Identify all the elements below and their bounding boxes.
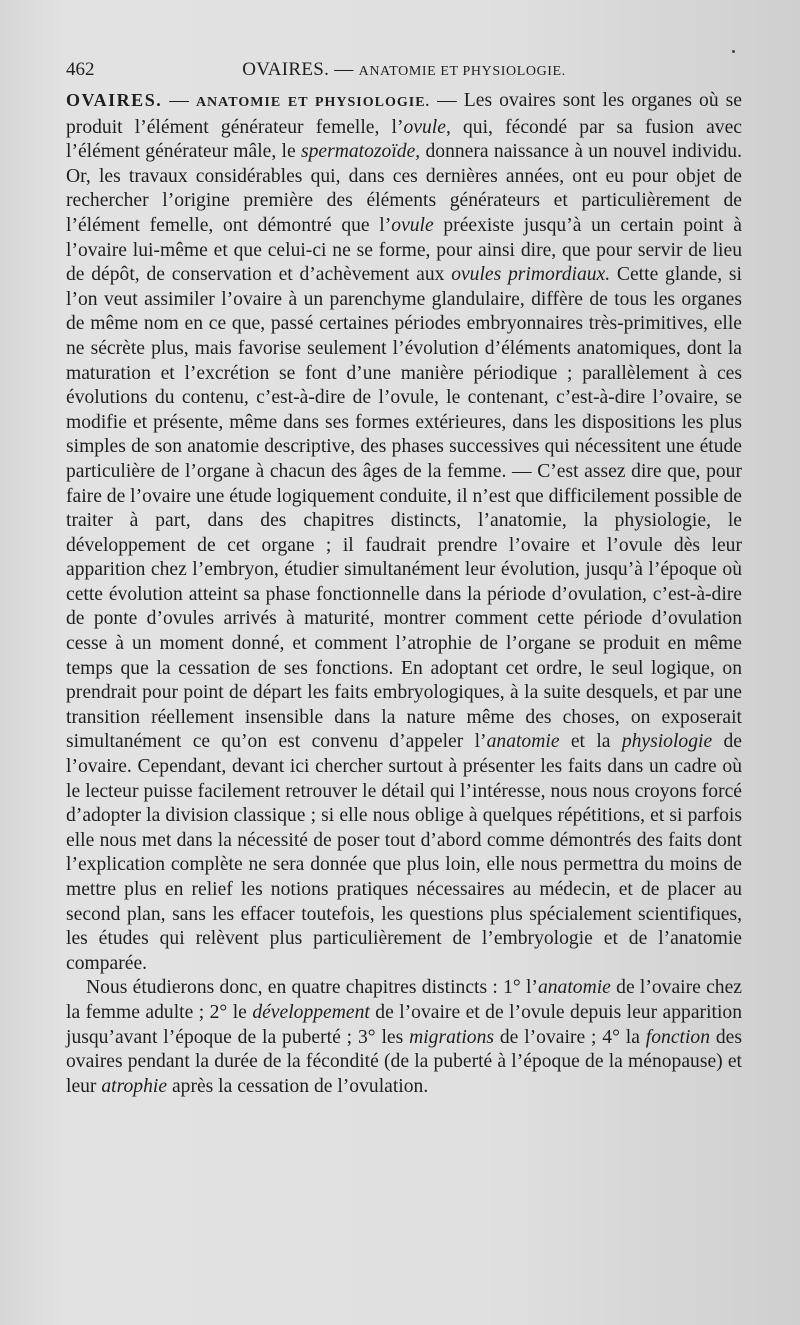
paragraph-1: [66, 88, 742, 976]
italic-term: migrations: [409, 1026, 494, 1048]
ink-speck: [732, 50, 735, 53]
text-run: de l’ovaire et de l’ovule depuis leur apparition jusqu’avant l’époque de la puberté ; 3° les: [66, 1001, 742, 1048]
italic-term: physiologie: [621, 731, 713, 753]
text-run: et la: [559, 731, 622, 753]
text-run: donnera naissance à un nouvel individu. Or, les travaux considérables qui, dans ces dernières années, ont eu pour objet de rechercher l’origine première des éléments générateurs et particulièrement de l’élément femelle, ont démontré que l’: [66, 141, 742, 236]
italic-term: fonction: [645, 1026, 711, 1048]
italic-term: développement: [252, 1001, 370, 1023]
italic-term: ovule: [391, 214, 434, 236]
paragraph-2: [66, 976, 742, 1099]
italic-term: anatomie: [486, 731, 560, 753]
text-run: des ovaires pendant la durée de la fécondité (de la puberté à l’époque de la ménopause) et leur: [66, 1026, 742, 1097]
text-run: — Les ovaires sont les organes où se produit l’élément générateur femelle, l’: [66, 90, 743, 138]
article-body: [66, 88, 742, 1099]
italic-term: spermatozoïde,: [300, 141, 421, 163]
article-heading-sub: ANATOMIE ET PHYSIOLOGIE.: [195, 95, 431, 110]
text-run: de l’ovaire. Cependant, devant ici chercher surtout à présenter les faits dans un cadre où le lecteur puisse facilement retrouver le détail qui l’intéresse, nous nous croyons forcé d’adopter la division classique ; si elle nous oblige à quelques répétitions, et si parfois elle nous met dans la nécessité de poser tout d’abord comme démontrés des faits dont l’explication complète ne sera donnée que plus loin, elle nous permettra du moins de mettre plus en relief les notions pratiques nécessaires au médecin, et de placer au second plan, sans les effacer toutefois, les questions plus spécialement scientifiques, les études qui relèvent plus particulièrement de l’embryologie et de l’anatomie comparée.: [66, 731, 742, 974]
italic-term: ovule: [403, 116, 446, 138]
text-run: de l’ovaire chez la femme adulte ; 2° le: [66, 977, 742, 1023]
page-number: 462: [66, 59, 95, 80]
text-run: Nous étudierons donc, en quatre chapitres distincts : 1° l’: [86, 977, 538, 999]
italic-term: anatomie: [537, 977, 611, 999]
running-head-sub: ANATOMIE ET PHYSIOLOGIE.: [358, 64, 566, 79]
text-run: de l’ovaire ; 4° la: [494, 1026, 646, 1048]
text-run: , qui, fécondé par sa fusion avec l’élément générateur mâle, le: [66, 116, 742, 163]
italic-term: atrophie: [101, 1075, 168, 1097]
running-header: [66, 58, 742, 82]
text-run: après la cessation de l’ovulation.: [167, 1075, 429, 1097]
running-head-title: [66, 58, 742, 84]
running-head-dash: —: [329, 59, 359, 80]
article-heading-dash: —: [162, 90, 196, 111]
running-head-main: OVAIRES.: [242, 59, 330, 80]
text-run: Cette glande, si l’on veut assimiler l’ovaire à un parenchyme glandulaire, diffère de tous les organes de même nom en ce que, passé certaines périodes embryonnaires très-primitives, elle ne sécrète plus, mais favorise seulement l’évolution d’éléments anatomiques, dont la maturation et l’excrétion se font d’une manière périodique ; parallèlement à ces évolutions du contenu, c’est-à-dire de l’ovule, le contenant, c’est-à-dire l’ovaire, se modifie et présente, même dans ses formes extérieures, dans les dispositions les plus simples de son anatomie descriptive, des phases successives qui nécessitent une étude particulière de l’organe à chacun des âges de la femme. — C’est assez dire que, pour faire de l’ovaire une étude logiquement conduite, il n’est que difficilement possible de traiter à part, dans des chapitres distincts, l’anatomie, la physiologie, le développement de cet organe ; il faudrait prendre l’ovaire et l’ovule dès leur apparition chez l’embryon, étudier simultanément leur évolution, jusqu’à l’époque où cette évolution atteint sa phase fonctionnelle dans la période d’ovulation, c’est-à-dire de ponte d’ovules arrivés à maturité, montrer comment cette période d’ovulation cesse à un moment donné, et comment l’atrophie de l’organe se produit en même temps que la cessation de ses fonctions. En adoptant cet ordre, le seul logique, on prendrait pour point de départ les faits embryologiques, à la suite desquels, et par une transition réellement insensible dans la nature même des choses, on exposerait simultanément ce qu’on est convenu d’appeler l’: [66, 264, 742, 753]
italic-term: ovules primordiaux.: [451, 264, 611, 286]
text-run: préexiste jusqu’à un certain point à l’ovaire lui-même et que celui-ci ne se forme, pour ainsi dire, que pour servir de lieu de dépôt, de conservation et d’achèvement aux: [66, 214, 742, 286]
article-heading: OVAIRES.: [66, 90, 163, 110]
